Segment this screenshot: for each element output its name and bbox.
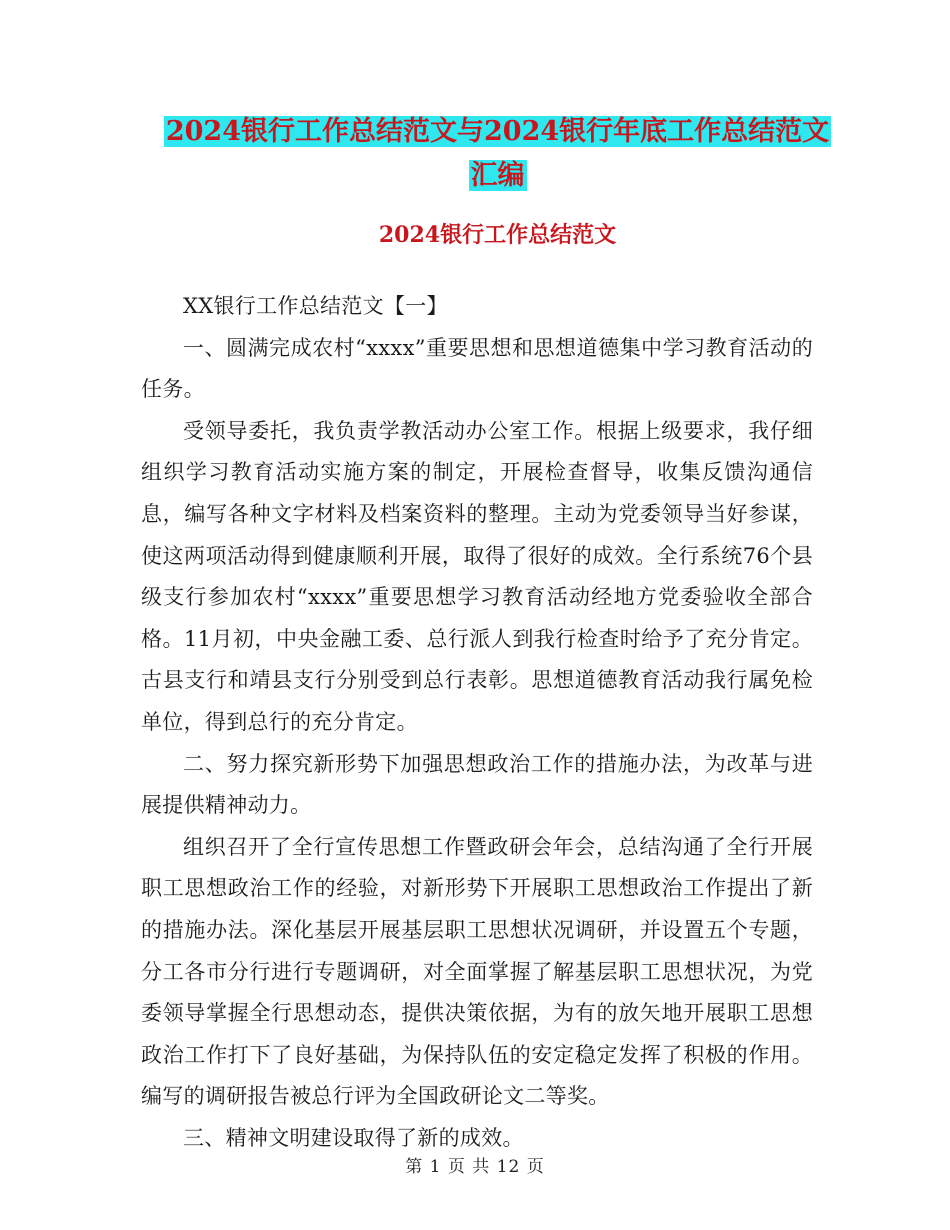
page-footer	[0, 1152, 950, 1177]
paragraph: 组织召开了全行宣传思想工作暨政研会年会，总结沟通了全行开展职工思想政治工作的经验，对新形势下开展职工思想政治工作提出了新的措施办法。深化基层开展基层职工思想状况调研，并设置五个专题，分工各市分行进行专题调研，对全面掌握了解基层职工思想状况，为党委领导掌握全行思想动态，提供决策依据，为有的放矢地开展职工思想政治工作打下了良好基础，为保持队伍的安定稳定发挥了积极的作用。编写的调研报告被总行评为全国政研论文二等奖。	[141, 834, 813, 1109]
document-body	[141, 286, 813, 1159]
paragraph: 二、努力探究新形势下加强思想政治工作的措施办法，为改革与进展提供精神动力。	[141, 751, 813, 818]
title-line-1: 2024银行工作总结范文与2024银行年底工作总结范文	[165, 116, 830, 147]
paragraph: 受领导委托，我负责学教活动办公室工作。根据上级要求，我仔细组织学习教育活动实施方案的制定，开展检查督导，收集反馈沟通信息，编写各种文字材料及档案资料的整理。主动为党委领导当好参谋，使这两项活动得到健康顺利开展，取得了很好的成效。全行系统76个县级支行参加农村“xxxx”重要思想学习教育活动经地方党委验收全部合格。11月初，中央金融工委、总行派人到我行检查时给予了充分肯定。古县支行和靖县支行分别受到总行表彰。思想道德教育活动我行属免检单位，得到总行的充分肯定。	[141, 418, 813, 734]
paragraph: 三、精神文明建设取得了新的成效。	[183, 1125, 524, 1150]
section-title: 2024银行工作总结范文	[378, 222, 617, 248]
paragraph: 一、圆满完成农村“xxxx”重要思想和思想道德集中学习教育活动的任务。	[141, 335, 813, 402]
title-line-2: 汇编	[470, 160, 525, 191]
paragraph: XX银行工作总结范文【一】	[183, 294, 448, 318]
page-number: 第 1 页 共 12 页	[405, 1157, 545, 1177]
document-title	[140, 110, 855, 198]
